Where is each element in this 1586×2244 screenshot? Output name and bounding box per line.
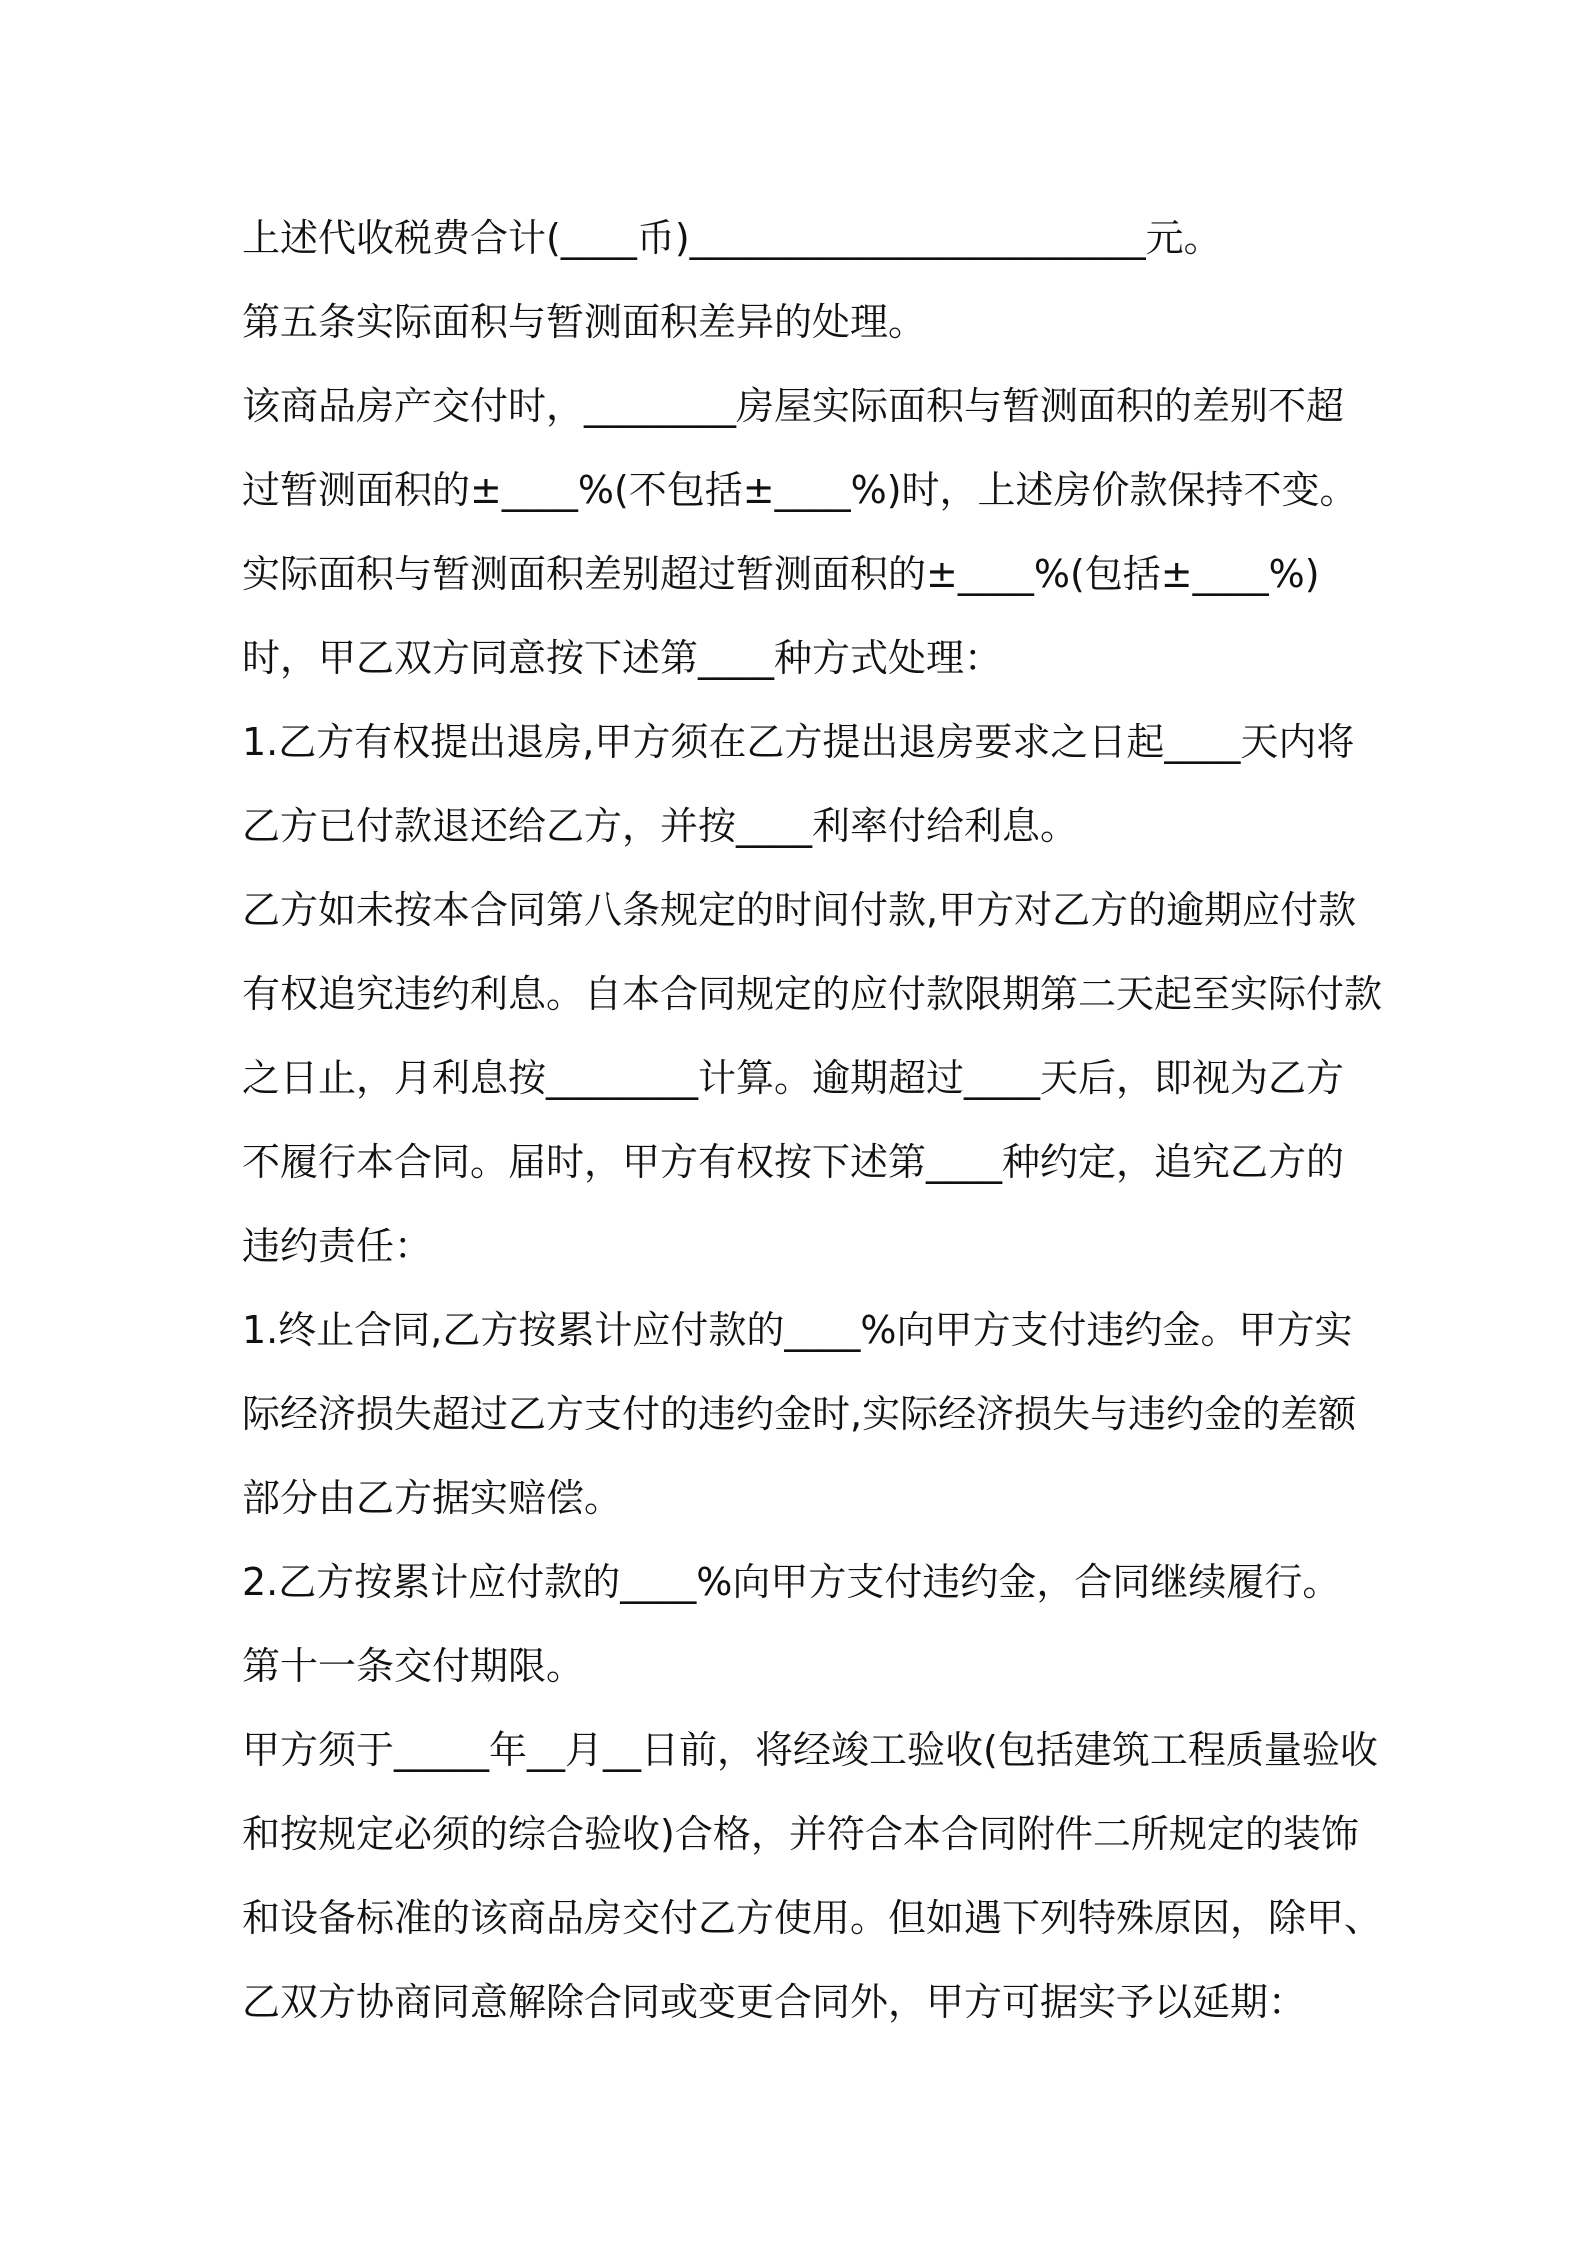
text-line: 实际面积与暂测面积差别超过暂测面积的±____%(包括±____%): [242, 552, 1320, 596]
section-heading: 第十一条交付期限。: [242, 1644, 585, 1688]
text-line: 违约责任：: [242, 1224, 433, 1268]
text-line: 不履行本合同。届时，甲方有权按下述第____种约定，追究乙方的: [242, 1140, 1345, 1184]
text-line: 有权追究违约利息。自本合同规定的应付款限期第二天起至实际付款: [242, 972, 1383, 1016]
text-line: 1.终止合同,乙方按累计应付款的____%向甲方支付违约金。甲方实: [242, 1308, 1353, 1352]
text-line: 乙双方协商同意解除合同或变更合同外，甲方可据实予以延期：: [242, 1980, 1307, 2024]
text-line: 之日止，月利息按________计算。逾期超过____天后，即视为乙方: [242, 1056, 1345, 1100]
text-line: 1.乙方有权提出退房,甲方须在乙方提出退房要求之日起____天内将: [242, 720, 1355, 764]
text-line: 该商品房产交付时，________房屋实际面积与暂测面积的差别不超: [242, 384, 1345, 428]
text-line: 过暂测面积的±____%(不包括±____%)时，上述房价款保持不变。: [242, 468, 1358, 512]
text-line: 和设备标准的该商品房交付乙方使用。但如遇下列特殊原因，除甲、: [242, 1896, 1383, 1940]
text-line: 和按规定必须的综合验收)合格，并符合本合同附件二所规定的装饰: [242, 1812, 1359, 1856]
section-heading: 第五条实际面积与暂测面积差异的处理。: [242, 300, 927, 344]
text-line: 乙方已付款退还给乙方，并按____利率付给利息。: [242, 804, 1079, 848]
contract-text: [242, 196, 1383, 2044]
text-line: 时，甲乙双方同意按下述第____种方式处理：: [242, 636, 1003, 680]
text-line: 2.乙方按累计应付款的____%向甲方支付违约金，合同继续履行。: [242, 1560, 1341, 1604]
text-line: 部分由乙方据实赔偿。: [242, 1476, 623, 1520]
text-line: 上述代收税费合计(____币)________________________元。: [242, 216, 1222, 260]
text-line: 甲方须于_____年__月__日前，将经竣工验收(包括建筑工程质量验收: [242, 1728, 1378, 1772]
text-line: 乙方如未按本合同第八条规定的时间付款,甲方对乙方的逾期应付款: [242, 888, 1357, 932]
text-line: 际经济损失超过乙方支付的违约金时,实际经济损失与违约金的差额: [242, 1392, 1357, 1436]
